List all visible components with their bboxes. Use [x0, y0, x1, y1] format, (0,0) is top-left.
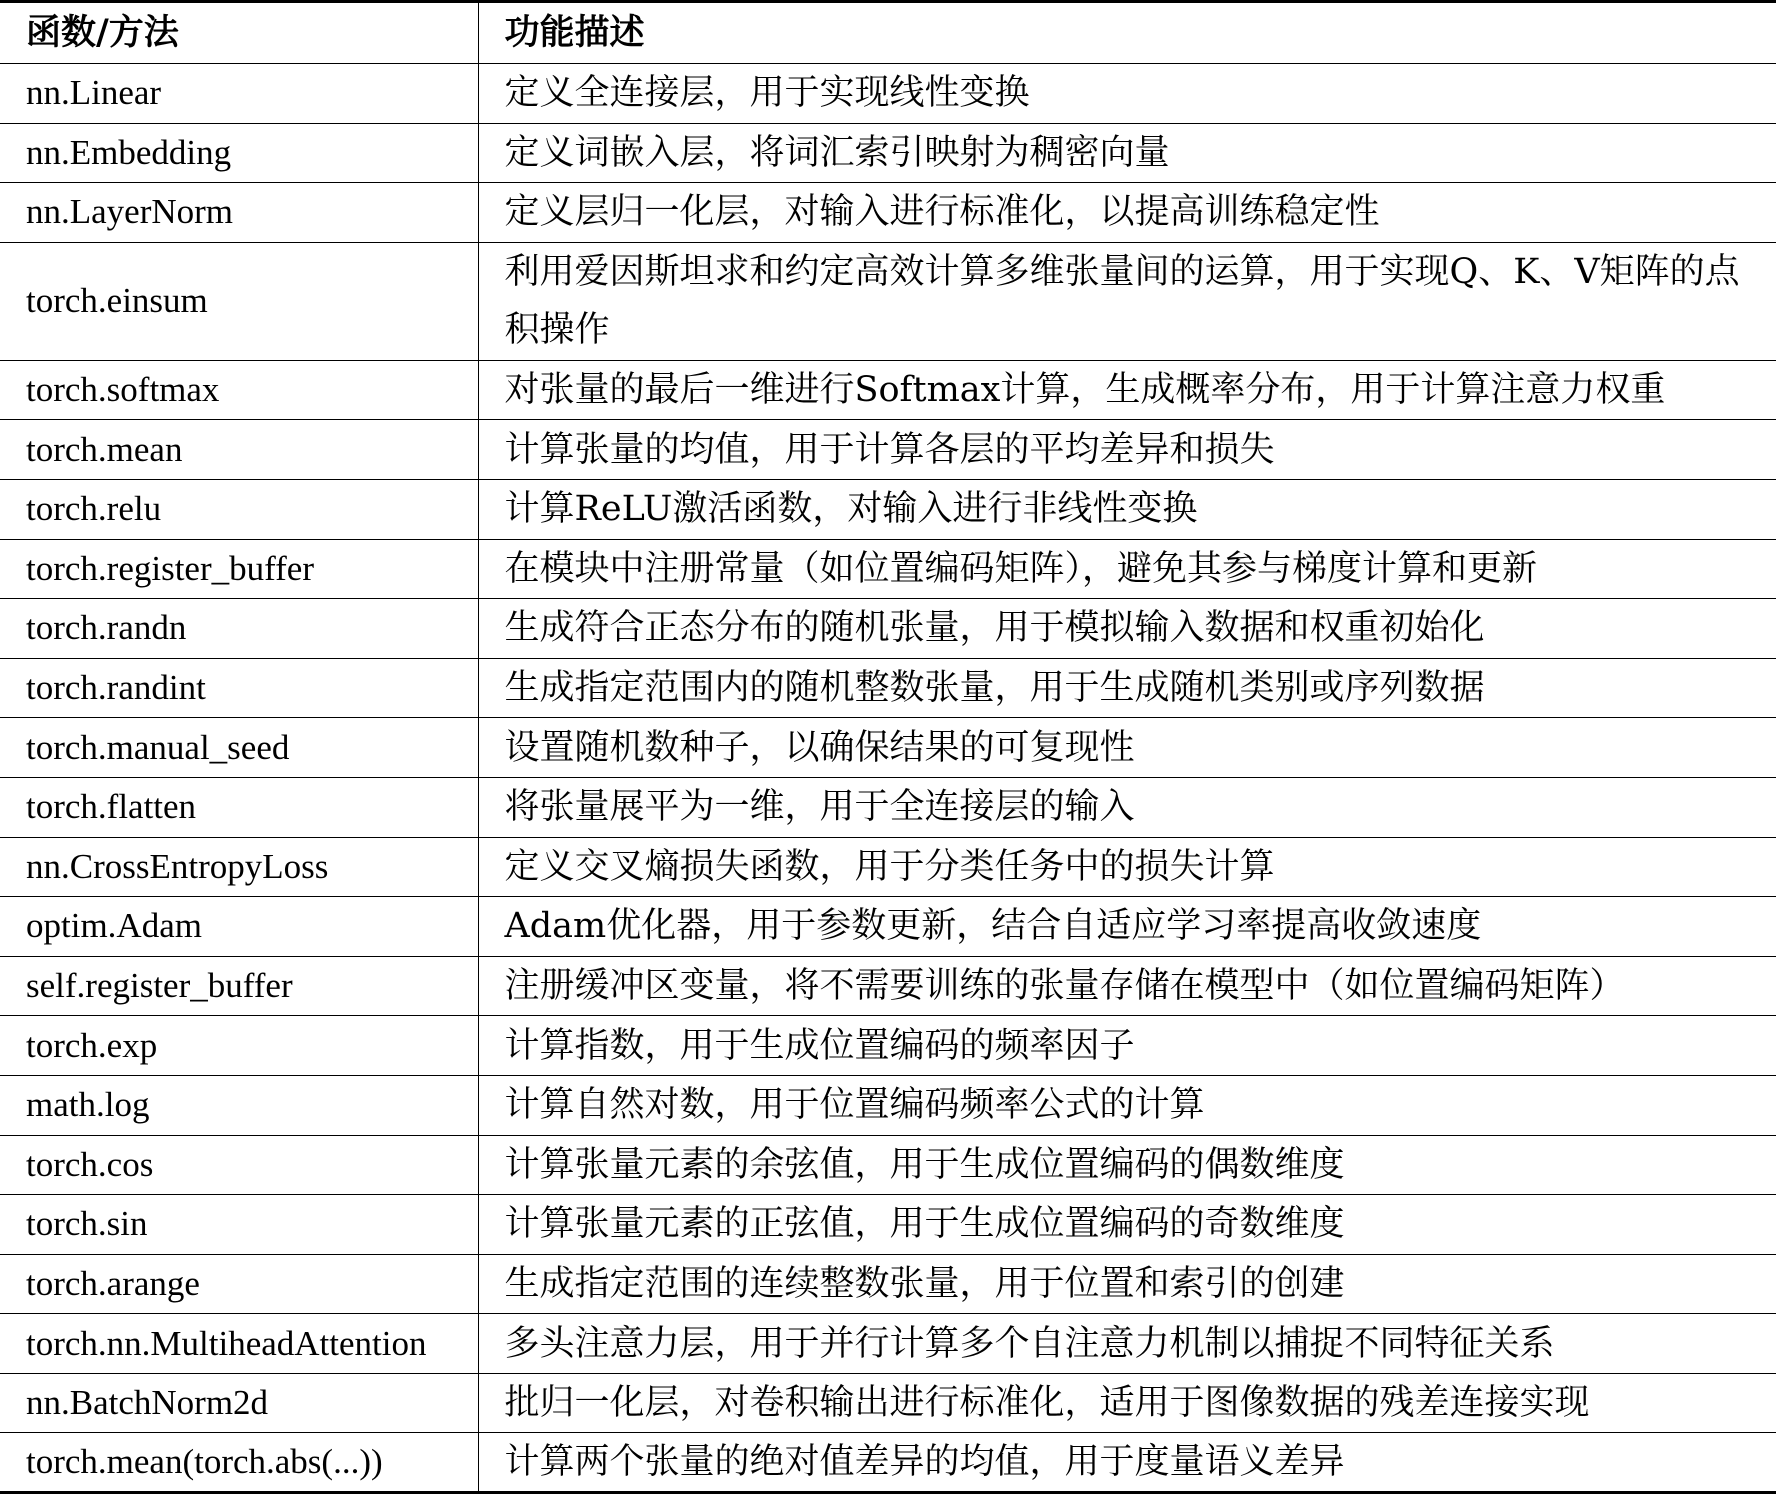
- function-cell: optim.Adam: [0, 897, 478, 957]
- table-row: [0, 718, 1776, 778]
- table-row: [0, 599, 1776, 659]
- function-cell: torch.randn: [0, 599, 478, 659]
- table-row: [0, 1075, 1776, 1135]
- description-cell: 定义全连接层，用于实现线性变换: [478, 64, 1776, 124]
- description-cell: Adam优化器，用于参数更新，结合自适应学习率提高收敛速度: [478, 897, 1776, 957]
- header-description: 功能描述: [478, 2, 1776, 64]
- function-cell: torch.randint: [0, 658, 478, 718]
- function-cell: torch.exp: [0, 1016, 478, 1076]
- description-cell: 注册缓冲区变量，将不需要训练的张量存储在模型中（如位置编码矩阵）: [478, 956, 1776, 1016]
- table-row: [0, 420, 1776, 480]
- description-cell: 计算张量元素的正弦值，用于生成位置编码的奇数维度: [478, 1195, 1776, 1255]
- table-row: [0, 1373, 1776, 1433]
- description-cell: 计算张量元素的余弦值，用于生成位置编码的偶数维度: [478, 1135, 1776, 1195]
- description-cell: 利用爱因斯坦求和约定高效计算多维张量间的运算，用于实现Q、K、V矩阵的点积操作: [478, 242, 1776, 360]
- function-cell: torch.flatten: [0, 777, 478, 837]
- table-row: [0, 837, 1776, 897]
- table-row: [0, 1135, 1776, 1195]
- description-cell: 对张量的最后一维进行Softmax计算，生成概率分布，用于计算注意力权重: [478, 360, 1776, 420]
- function-cell: torch.arange: [0, 1254, 478, 1314]
- description-cell: 定义交叉熵损失函数，用于分类任务中的损失计算: [478, 837, 1776, 897]
- table-row: [0, 539, 1776, 599]
- description-cell: 批归一化层，对卷积输出进行标准化，适用于图像数据的残差连接实现: [478, 1373, 1776, 1433]
- table-row: [0, 183, 1776, 243]
- function-cell: nn.LayerNorm: [0, 183, 478, 243]
- table-row: [0, 1254, 1776, 1314]
- table-row: [0, 1433, 1776, 1493]
- function-cell: torch.register_buffer: [0, 539, 478, 599]
- function-cell: torch.cos: [0, 1135, 478, 1195]
- function-cell: nn.Linear: [0, 64, 478, 124]
- table-row: [0, 1016, 1776, 1076]
- function-cell: nn.BatchNorm2d: [0, 1373, 478, 1433]
- table-row: [0, 360, 1776, 420]
- description-cell: 计算两个张量的绝对值差异的均值，用于度量语义差异: [478, 1433, 1776, 1493]
- table-row: [0, 242, 1776, 360]
- function-cell: nn.Embedding: [0, 123, 478, 183]
- function-cell: torch.sin: [0, 1195, 478, 1255]
- function-cell: self.register_buffer: [0, 956, 478, 1016]
- function-cell: torch.mean: [0, 420, 478, 480]
- function-cell: math.log: [0, 1075, 478, 1135]
- description-cell: 设置随机数种子，以确保结果的可复现性: [478, 718, 1776, 778]
- description-cell: 生成指定范围的连续整数张量，用于位置和索引的创建: [478, 1254, 1776, 1314]
- table-row: [0, 777, 1776, 837]
- function-cell: torch.nn.MultiheadAttention: [0, 1314, 478, 1374]
- table-header-row: [0, 2, 1776, 64]
- function-cell: torch.manual_seed: [0, 718, 478, 778]
- table-row: [0, 479, 1776, 539]
- description-cell: 将张量展平为一维，用于全连接层的输入: [478, 777, 1776, 837]
- description-cell: 多头注意力层，用于并行计算多个自注意力机制以捕捉不同特征关系: [478, 1314, 1776, 1374]
- description-cell: 生成指定范围内的随机整数张量，用于生成随机类别或序列数据: [478, 658, 1776, 718]
- table-row: [0, 1314, 1776, 1374]
- table-row: [0, 658, 1776, 718]
- description-cell: 计算张量的均值，用于计算各层的平均差异和损失: [478, 420, 1776, 480]
- description-cell: 计算指数，用于生成位置编码的频率因子: [478, 1016, 1776, 1076]
- table-row: [0, 1195, 1776, 1255]
- description-cell: 计算ReLU激活函数，对输入进行非线性变换: [478, 479, 1776, 539]
- description-cell: 计算自然对数，用于位置编码频率公式的计算: [478, 1075, 1776, 1135]
- function-cell: torch.softmax: [0, 360, 478, 420]
- table-row: [0, 956, 1776, 1016]
- function-cell: torch.relu: [0, 479, 478, 539]
- description-cell: 在模块中注册常量（如位置编码矩阵），避免其参与梯度计算和更新: [478, 539, 1776, 599]
- function-cell: torch.einsum: [0, 242, 478, 360]
- header-function: 函数/方法: [0, 2, 478, 64]
- description-cell: 生成符合正态分布的随机张量，用于模拟输入数据和权重初始化: [478, 599, 1776, 659]
- description-cell: 定义词嵌入层，将词汇索引映射为稠密向量: [478, 123, 1776, 183]
- table-row: [0, 897, 1776, 957]
- table-row: [0, 123, 1776, 183]
- table-row: [0, 64, 1776, 124]
- function-cell: torch.mean(torch.abs(...)): [0, 1433, 478, 1493]
- description-cell: 定义层归一化层，对输入进行标准化，以提高训练稳定性: [478, 183, 1776, 243]
- function-cell: nn.CrossEntropyLoss: [0, 837, 478, 897]
